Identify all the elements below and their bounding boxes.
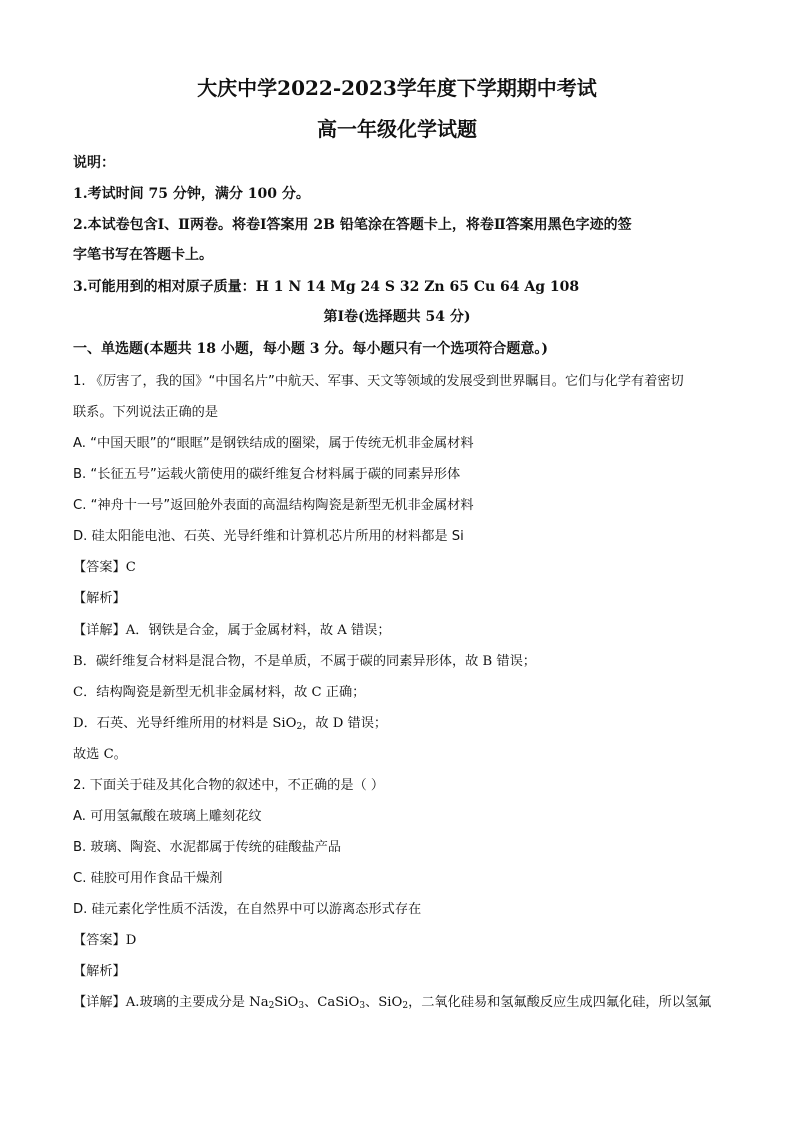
q2-option-a: A. 可用氢氟酸在玻璃上雕刻花纹 (73, 809, 262, 824)
q1-stem-cont: 联系。下列说法正确的是 (73, 405, 219, 420)
q1-stem: 1. 《厉害了，我的国》“中国名片”中航天、军事、天文等领域的发展受到世界瞩目。它们与化学有着密切 (73, 374, 684, 389)
q1-option-a: A. “中国天眼”的“眼眶”是钢铁结成的圈梁，属于传统无机非金属材料 (73, 436, 474, 451)
q1-option-d: D. 硅太阳能电池、石英、光导纤维和计算机芯片所用的材料都是 Si (73, 529, 464, 544)
section1-title: 一、单选题(本题共 18 小题，每小题 3 分。每小题只有一个选项符合题意。) (73, 341, 548, 357)
explain-text: A．钢铁是合金，属于金属材料，故 A 错误； (125, 623, 391, 638)
subscript: 3 (298, 1001, 305, 1011)
q1-explain-c: C．结构陶瓷是新型无机非金属材料，故 C 正确； (73, 685, 366, 700)
explain-text: D．石英、光导纤维所用的材料是 SiO (73, 716, 297, 731)
answer-label: 【答案】 (73, 933, 126, 948)
note-1: 1.考试时间 75 分钟，满分 100 分。 (73, 186, 310, 202)
explain-text: 、SiO (365, 995, 403, 1010)
q1-option-b: B. “长征五号”运载火箭使用的碳纤维复合材料属于碳的同素异形体 (73, 467, 461, 482)
subscript: 2 (268, 1001, 275, 1011)
explain-text: 、CaSiO (304, 995, 360, 1010)
q2-option-d: D. 硅元素化学性质不活泼，在自然界中可以游离态形式存在 (73, 902, 422, 917)
q1-option-c: C. “神舟十一号”返回舱外表面的高温结构陶瓷是新型无机非金属材料 (73, 498, 474, 513)
subscript: 2 (402, 1001, 409, 1011)
note-2-cont: 字笔书写在答题卡上。 (73, 247, 213, 263)
q1-explain-a (73, 619, 391, 638)
q1-analysis-label: 【解析】 (73, 591, 126, 606)
q2-option-c: C. 硅胶可用作食品干燥剂 (73, 871, 223, 886)
explain-text: ，故 D 错误； (302, 716, 388, 731)
explain-text: ，二氧化硅易和氢氟酸反应生成四氟化硅，所以氢氟 (408, 995, 712, 1010)
subscript: 3 (359, 1001, 366, 1011)
exam-title: 大庆中学2022-2023学年度下学期期中考试 (197, 76, 597, 100)
q2-answer (73, 929, 136, 948)
q1-answer (73, 556, 136, 575)
notes-heading: 说明： (73, 155, 115, 171)
q1-explain-d (73, 712, 387, 731)
answer-value: C (125, 560, 136, 575)
q1-conclusion: 故选 C。 (73, 747, 127, 762)
q1-explain-b: B．碳纤维复合材料是混合物，不是单质，不属于碳的同素异形体，故 B 错误； (73, 654, 536, 669)
note-3: 3.可能用到的相对原子质量：H 1 N 14 Mg 24 S 32 Zn 65 Cu 64 Ag 108 (73, 279, 580, 295)
q2-analysis-label: 【解析】 (73, 964, 126, 979)
note-2: 2.本试卷包含Ⅰ、Ⅱ两卷。将卷Ⅰ答案用 2B 铅笔涂在答题卡上，将卷Ⅱ答案用黑色字迹的签 (73, 217, 632, 233)
answer-label: 【答案】 (73, 560, 126, 575)
q2-explain-a (73, 991, 711, 1010)
explain-text: SiO (274, 995, 299, 1010)
detail-label: 【详解】 (73, 995, 126, 1010)
part1-title: 第Ⅰ卷(选择题共 54 分) (323, 309, 471, 325)
answer-value: D (125, 933, 137, 948)
q2-option-b: B. 玻璃、陶瓷、水泥都属于传统的硅酸盐产品 (73, 840, 341, 855)
detail-label: 【详解】 (73, 623, 126, 638)
subscript: 2 (296, 722, 303, 732)
exam-subtitle: 高一年级化学试题 (317, 117, 477, 141)
q2-stem: 2. 下面关于硅及其化合物的叙述中，不正确的是（ ） (73, 778, 385, 793)
explain-text: A.玻璃的主要成分是 Na (125, 995, 269, 1010)
